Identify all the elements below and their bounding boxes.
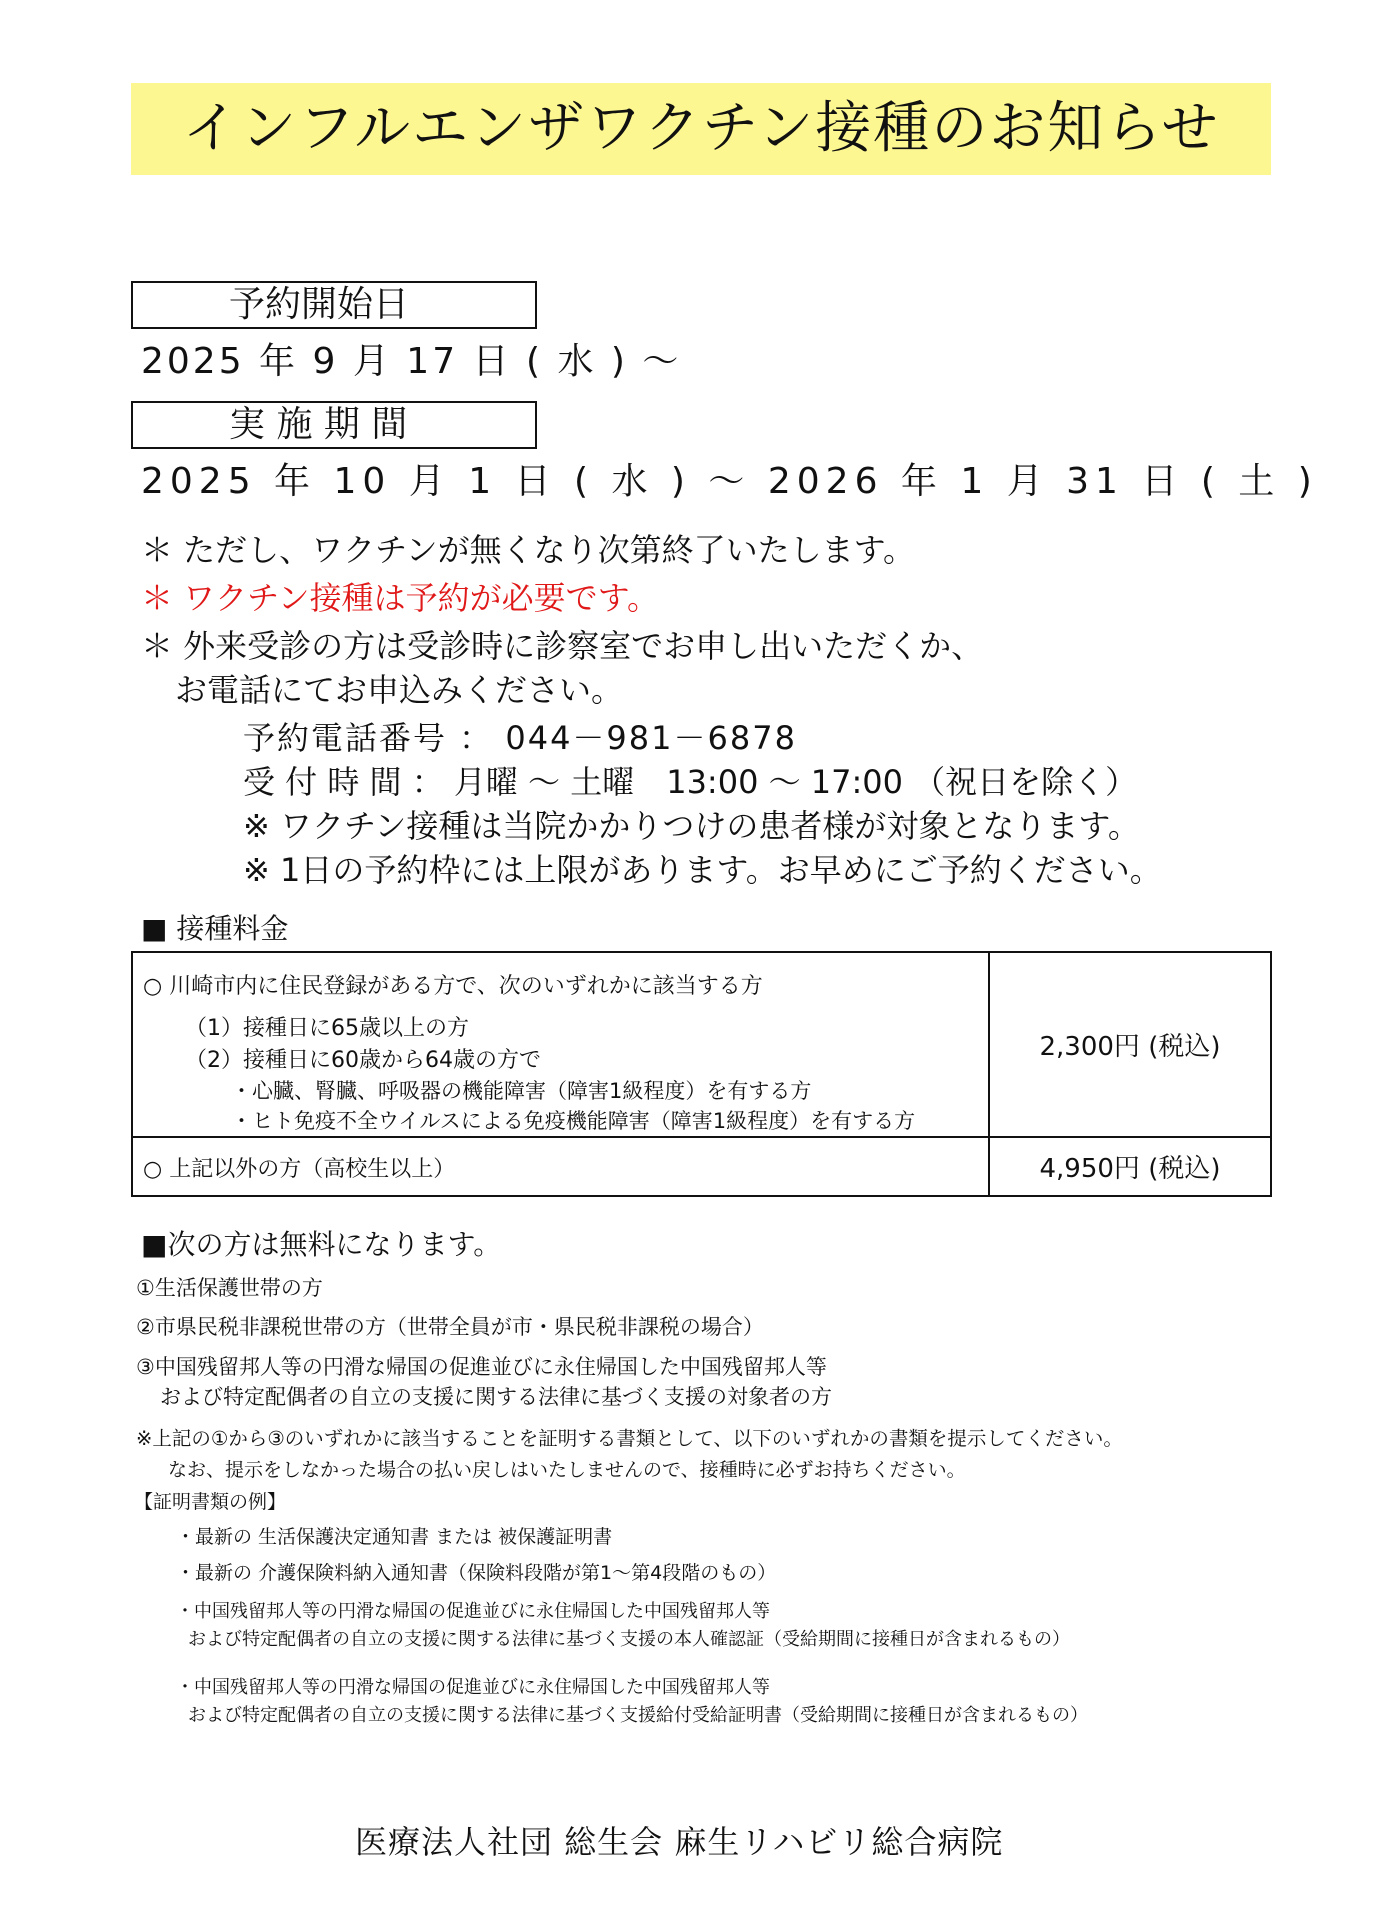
free-item-tax-exempt: ②市県民税非課税世帯の方（世帯全員が市・県民税非課税の場合） <box>136 1315 764 1339</box>
proof-docs-heading: 【証明書類の例】 <box>134 1491 287 1513</box>
remark-daily-limit: ※ 1日の予約枠には上限があります。お早めにご予約ください。 <box>243 851 1162 889</box>
footer-hospital-name: 医療法人社団 総生会 麻生リハビリ総合病院 <box>355 1823 1004 1861</box>
proof-doc-care-insurance: ・最新の 介護保険料納入通知書（保険料段階が第1～第4段階のもの） <box>176 1562 777 1584</box>
note-outpatient: ＊ 外来受診の方は受診時に診察室でお申し出いただくか、 <box>141 627 984 665</box>
fee-price-kawasaki: 2,300円 (税込) <box>989 952 1271 1137</box>
reception-hours: 受 付 時 間 ： 月曜 ～ 土曜 13:00 ～ 17:00 （祝日を除く） <box>243 763 1138 801</box>
period-date: 2025 年 10 月 1 日 ( 水 ) ～ 2026 年 1 月 31 日 ( 土 ) <box>141 461 1318 502</box>
proof-doc-id-a: ・中国残留邦人等の円滑な帰国の促進並びに永住帰国した中国残留邦人等 <box>176 1601 770 1622</box>
fee-row-other <box>132 1137 1271 1196</box>
fee-condition-hiv: ・ヒト免疫不全ウイルスによる免疫機能障害（障害1級程度）を有する方 <box>231 1109 916 1133</box>
fee-price-other: 4,950円 (税込) <box>989 1137 1271 1196</box>
fee-condition-other: ○ 上記以外の方（高校生以上） <box>143 1157 456 1182</box>
free-proof-note-b: なお、提示をしなかった場合の払い戻しはいたしませんので、接種時に必ずお持ちください。 <box>168 1459 966 1481</box>
fee-row-kawasaki-conditions <box>132 952 989 1137</box>
proof-doc-id-b: および特定配偶者の自立の支援に関する法律に基づく支援の本人確認証（受給期間に接種日が含まれるもの） <box>188 1629 1070 1650</box>
free-item-welfare: ①生活保護世帯の方 <box>136 1276 323 1300</box>
remark-patients-only: ※ ワクチン接種は当院かかりつけの患者様が対象となります。 <box>243 807 1140 845</box>
fee-row-other-conditions <box>132 1137 989 1196</box>
fee-condition-organ: ・心臓、腎臓、呼吸器の機能障害（障害1級程度）を有する方 <box>231 1079 812 1103</box>
fee-condition-65: （1）接種日に65歳以上の方 <box>185 1016 469 1041</box>
fees-heading: ■ 接種料金 <box>141 912 289 945</box>
reservation-start-date: 2025 年 9 月 17 日 ( 水 ) ～ <box>141 341 682 382</box>
proof-doc-benefit-a: ・中国残留邦人等の円滑な帰国の促進並びに永住帰国した中国残留邦人等 <box>176 1677 770 1698</box>
free-item-returnees-b: および特定配偶者の自立の支援に関する法律に基づく支援の対象者の方 <box>160 1385 832 1409</box>
fee-row-kawasaki <box>132 952 1271 1137</box>
note-reservation-required: ＊ ワクチン接種は予約が必要です。 <box>141 579 660 617</box>
fee-condition-60-64: （2）接種日に60歳から64歳の方で <box>185 1048 541 1073</box>
free-proof-note-a: ※上記の①から③のいずれかに該当することを証明する書類として、以下のいずれかの書類を提示してください。 <box>136 1427 1123 1450</box>
fee-condition-main: ○ 川崎市内に住民登録がある方で、次のいずれかに該当する方 <box>143 974 763 999</box>
reservation-start-label: 予約開始日 <box>131 281 537 329</box>
fee-table <box>131 951 1272 1197</box>
page-title: インフルエンザワクチン接種のお知らせ <box>182 96 1220 161</box>
note-outpatient-phone: お電話にてお申込みください。 <box>175 671 624 709</box>
proof-doc-welfare: ・最新の 生活保護決定通知書 または 被保護証明書 <box>176 1526 613 1548</box>
period-label: 実 施 期 間 <box>131 401 537 449</box>
phone-number: 予約電話番号 ： 044－981－6878 <box>243 719 797 757</box>
proof-doc-benefit-b: および特定配偶者の自立の支援に関する法律に基づく支援給付受給証明書（受給期間に接種日が含まれるもの） <box>188 1705 1088 1726</box>
note-vaccine-limit: ＊ ただし、ワクチンが無くなり次第終了いたします。 <box>141 531 916 569</box>
free-heading: ■次の方は無料になります。 <box>141 1228 502 1261</box>
free-item-returnees-a: ③中国残留邦人等の円滑な帰国の促進並びに永住帰国した中国残留邦人等 <box>136 1355 827 1379</box>
